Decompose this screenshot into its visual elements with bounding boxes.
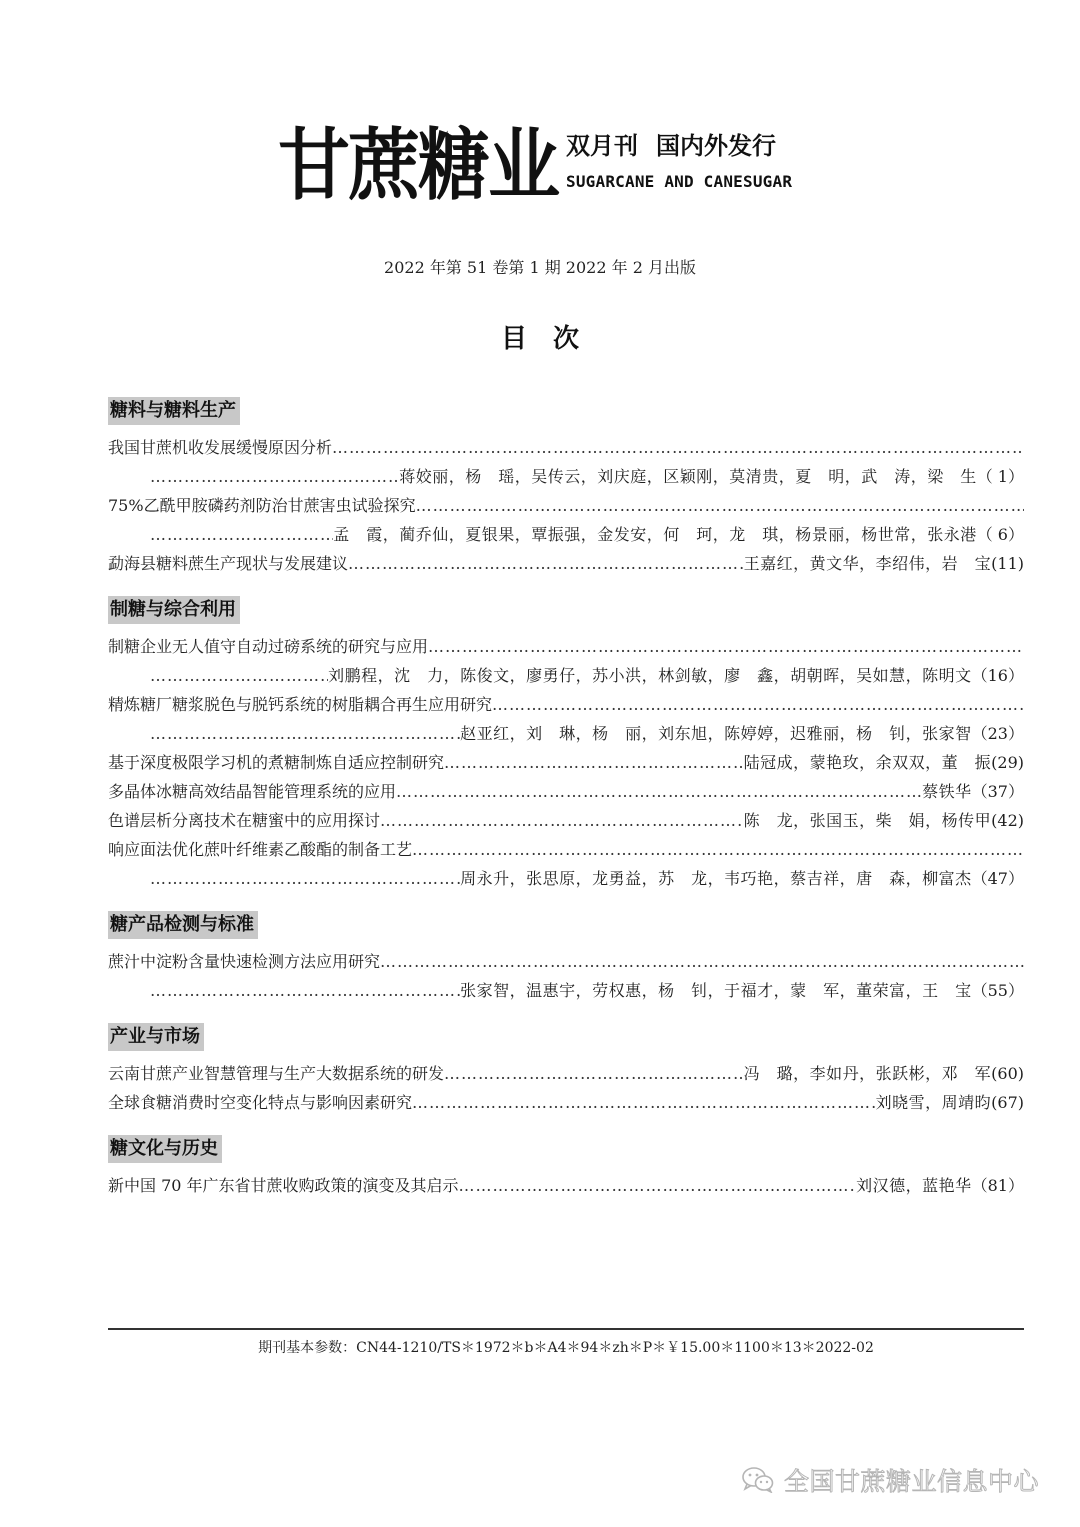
- toc-entry[interactable]: [108, 777, 1024, 806]
- entry-title: 精炼糖厂糖浆脱色与脱钙系统的树脂耦合再生应用研究: [108, 695, 493, 714]
- entry-authors: 蔡铁华: [922, 782, 972, 801]
- leader-dots: [459, 1171, 857, 1200]
- entry-authors: 刘晓雪，周靖昀: [875, 1093, 992, 1112]
- table-of-contents: [108, 397, 1024, 1218]
- toc-entry[interactable]: [108, 632, 1024, 690]
- entry-authors: 张家智，温惠宇，劳权惠，杨 钊，于福才，蒙 军，董荣富，王 宝: [460, 981, 972, 1000]
- leader-dots: [332, 433, 1024, 462]
- entry-title: 响应面法优化蔗叶纤维素乙酸酯的制备工艺: [108, 840, 413, 859]
- toc-entry[interactable]: [108, 1088, 1024, 1117]
- toc-heading: 目次: [500, 324, 605, 354]
- entry-page: (11): [991, 554, 1024, 573]
- section-heading: 产业与市场: [108, 1023, 204, 1051]
- toc-entry[interactable]: [108, 1059, 1024, 1088]
- entry-authors: 赵亚红，刘 琳，杨 丽，刘东旭，陈婷婷，迟雅丽，杨 钊，张家智: [460, 724, 972, 743]
- watermark: [742, 1460, 1039, 1500]
- leader-dots: [150, 976, 460, 1005]
- leader-dots: [444, 1059, 744, 1088]
- toc-entry[interactable]: [108, 947, 1024, 1005]
- entry-title: 蔗汁中淀粉含量快速检测方法应用研究: [108, 952, 381, 971]
- entry-authors: 陆冠成，蒙艳玫，余双双，董 振: [743, 753, 992, 772]
- watermark-text: 全国甘蔗糖业信息中心: [784, 1467, 1040, 1496]
- entry-authors: 蒋姣丽，杨 瑶，吴传云，刘庆庭，区颖刚，莫清贵，夏 明，武 涛，梁 生: [399, 467, 977, 486]
- wechat-icon: [742, 1467, 774, 1493]
- entry-authors: 王嘉红，黄文华，李绍伟，岩 宝: [743, 554, 992, 573]
- issue-info: 2022 年第 51 卷第 1 期 2022 年 2 月出版: [384, 258, 696, 277]
- toc-entry[interactable]: [108, 748, 1024, 777]
- entry-page: （47）: [971, 869, 1024, 888]
- entry-title: 我国甘蔗机收发展缓慢原因分析: [108, 438, 333, 457]
- section-heading: 糖文化与历史: [108, 1135, 222, 1163]
- masthead: [0, 118, 1080, 218]
- toc-entry[interactable]: [108, 835, 1024, 893]
- section-heading: 糖产品检测与标准: [108, 911, 258, 939]
- distribution-note: 国内外发行: [656, 132, 776, 160]
- entry-title: 全球食糖消费时空变化特点与影响因素研究: [108, 1093, 413, 1112]
- entry-page: （23）: [971, 724, 1024, 743]
- leader-dots: [150, 719, 460, 748]
- entry-page: （16）: [971, 666, 1024, 685]
- leader-dots: [492, 690, 1024, 719]
- entry-page: (42): [991, 811, 1024, 830]
- journal-english-name: SUGARCANE AND CANESUGAR: [566, 172, 793, 191]
- leader-dots: [428, 632, 1024, 661]
- toc-entry[interactable]: [108, 433, 1024, 491]
- footer-divider: [108, 1328, 1024, 1330]
- entry-authors: 周永升，张思原，龙勇益，苏 龙，韦巧艳，蔡吉祥，唐 森，柳富杰: [460, 869, 972, 888]
- leader-dots: [412, 835, 1024, 864]
- journal-title: 甘蔗糖业: [278, 119, 559, 211]
- leader-dots: [150, 661, 328, 690]
- entry-title: 色谱层析分离技术在糖蜜中的应用探讨: [108, 811, 381, 830]
- toc-section: [108, 596, 1024, 893]
- entry-page: （ 1）: [976, 467, 1024, 486]
- entry-page: （55）: [971, 981, 1024, 1000]
- toc-entry[interactable]: [108, 1171, 1024, 1200]
- leader-dots: [150, 462, 399, 491]
- leader-dots: [150, 864, 460, 893]
- leader-dots: [416, 491, 1024, 520]
- journal-subtitle: [566, 130, 816, 194]
- entry-title: 75%乙酰甲胺磷药剂防治甘蔗害虫试验探究: [108, 496, 416, 515]
- toc-entry[interactable]: [108, 491, 1024, 549]
- toc-section: [108, 1135, 1024, 1200]
- entry-authors: 刘鹏程，沈 力，陈俊文，廖勇仔，苏小洪，林剑敏，廖 鑫，胡朝晖，吴如慧，陈明文: [328, 666, 972, 685]
- entry-title: 勐海县糖料蔗生产现状与发展建议: [108, 554, 349, 573]
- entry-title: 基于深度极限学习机的煮糖制炼自适应控制研究: [108, 753, 445, 772]
- entry-page: （37）: [971, 782, 1024, 801]
- entry-title: 云南甘蔗产业智慧管理与生产大数据系统的研发: [108, 1064, 445, 1083]
- entry-authors: 冯 璐，李如丹，张跃彬，邓 军: [743, 1064, 992, 1083]
- entry-page: (67): [991, 1093, 1024, 1112]
- leader-dots: [412, 1088, 876, 1117]
- journal-parameters: 期刊基本参数：CN44-1210/TS＊1972＊b＊A4＊94＊zh＊P＊￥15.00＊1100＊13＊2022-02: [258, 1340, 874, 1356]
- section-heading: 糖料与糖料生产: [108, 397, 240, 425]
- entry-page: （81）: [971, 1176, 1024, 1195]
- toc-entry[interactable]: [108, 549, 1024, 578]
- entry-page: (60): [991, 1064, 1024, 1083]
- toc-section: [108, 1023, 1024, 1117]
- toc-section: [108, 911, 1024, 1005]
- publication-frequency: 双月刊: [566, 132, 638, 160]
- entry-authors: 刘汉德，蓝艳华: [856, 1176, 972, 1195]
- leader-dots: [396, 777, 922, 806]
- leader-dots: [380, 806, 744, 835]
- toc-entry[interactable]: [108, 690, 1024, 748]
- leader-dots: [348, 549, 744, 578]
- leader-dots: [150, 520, 333, 549]
- entry-page: （ 6）: [976, 525, 1024, 544]
- toc-section: [108, 397, 1024, 578]
- entry-title: 多晶体冰糖高效结晶智能管理系统的应用: [108, 782, 397, 801]
- entry-authors: 孟 霞，蔺乔仙，夏银果，覃振强，金发安，何 珂，龙 琪，杨景丽，杨世常，张永港: [333, 525, 977, 544]
- entry-authors: 陈 龙，张国玉，柴 娟，杨传甲: [743, 811, 992, 830]
- toc-entry[interactable]: [108, 806, 1024, 835]
- entry-page: (29): [991, 753, 1024, 772]
- leader-dots: [380, 947, 1024, 976]
- entry-title: 制糖企业无人值守自动过磅系统的研究与应用: [108, 637, 429, 656]
- entry-title: 新中国 70 年广东省甘蔗收购政策的演变及其启示: [108, 1176, 459, 1195]
- section-heading: 制糖与综合利用: [108, 596, 240, 624]
- leader-dots: [444, 748, 744, 777]
